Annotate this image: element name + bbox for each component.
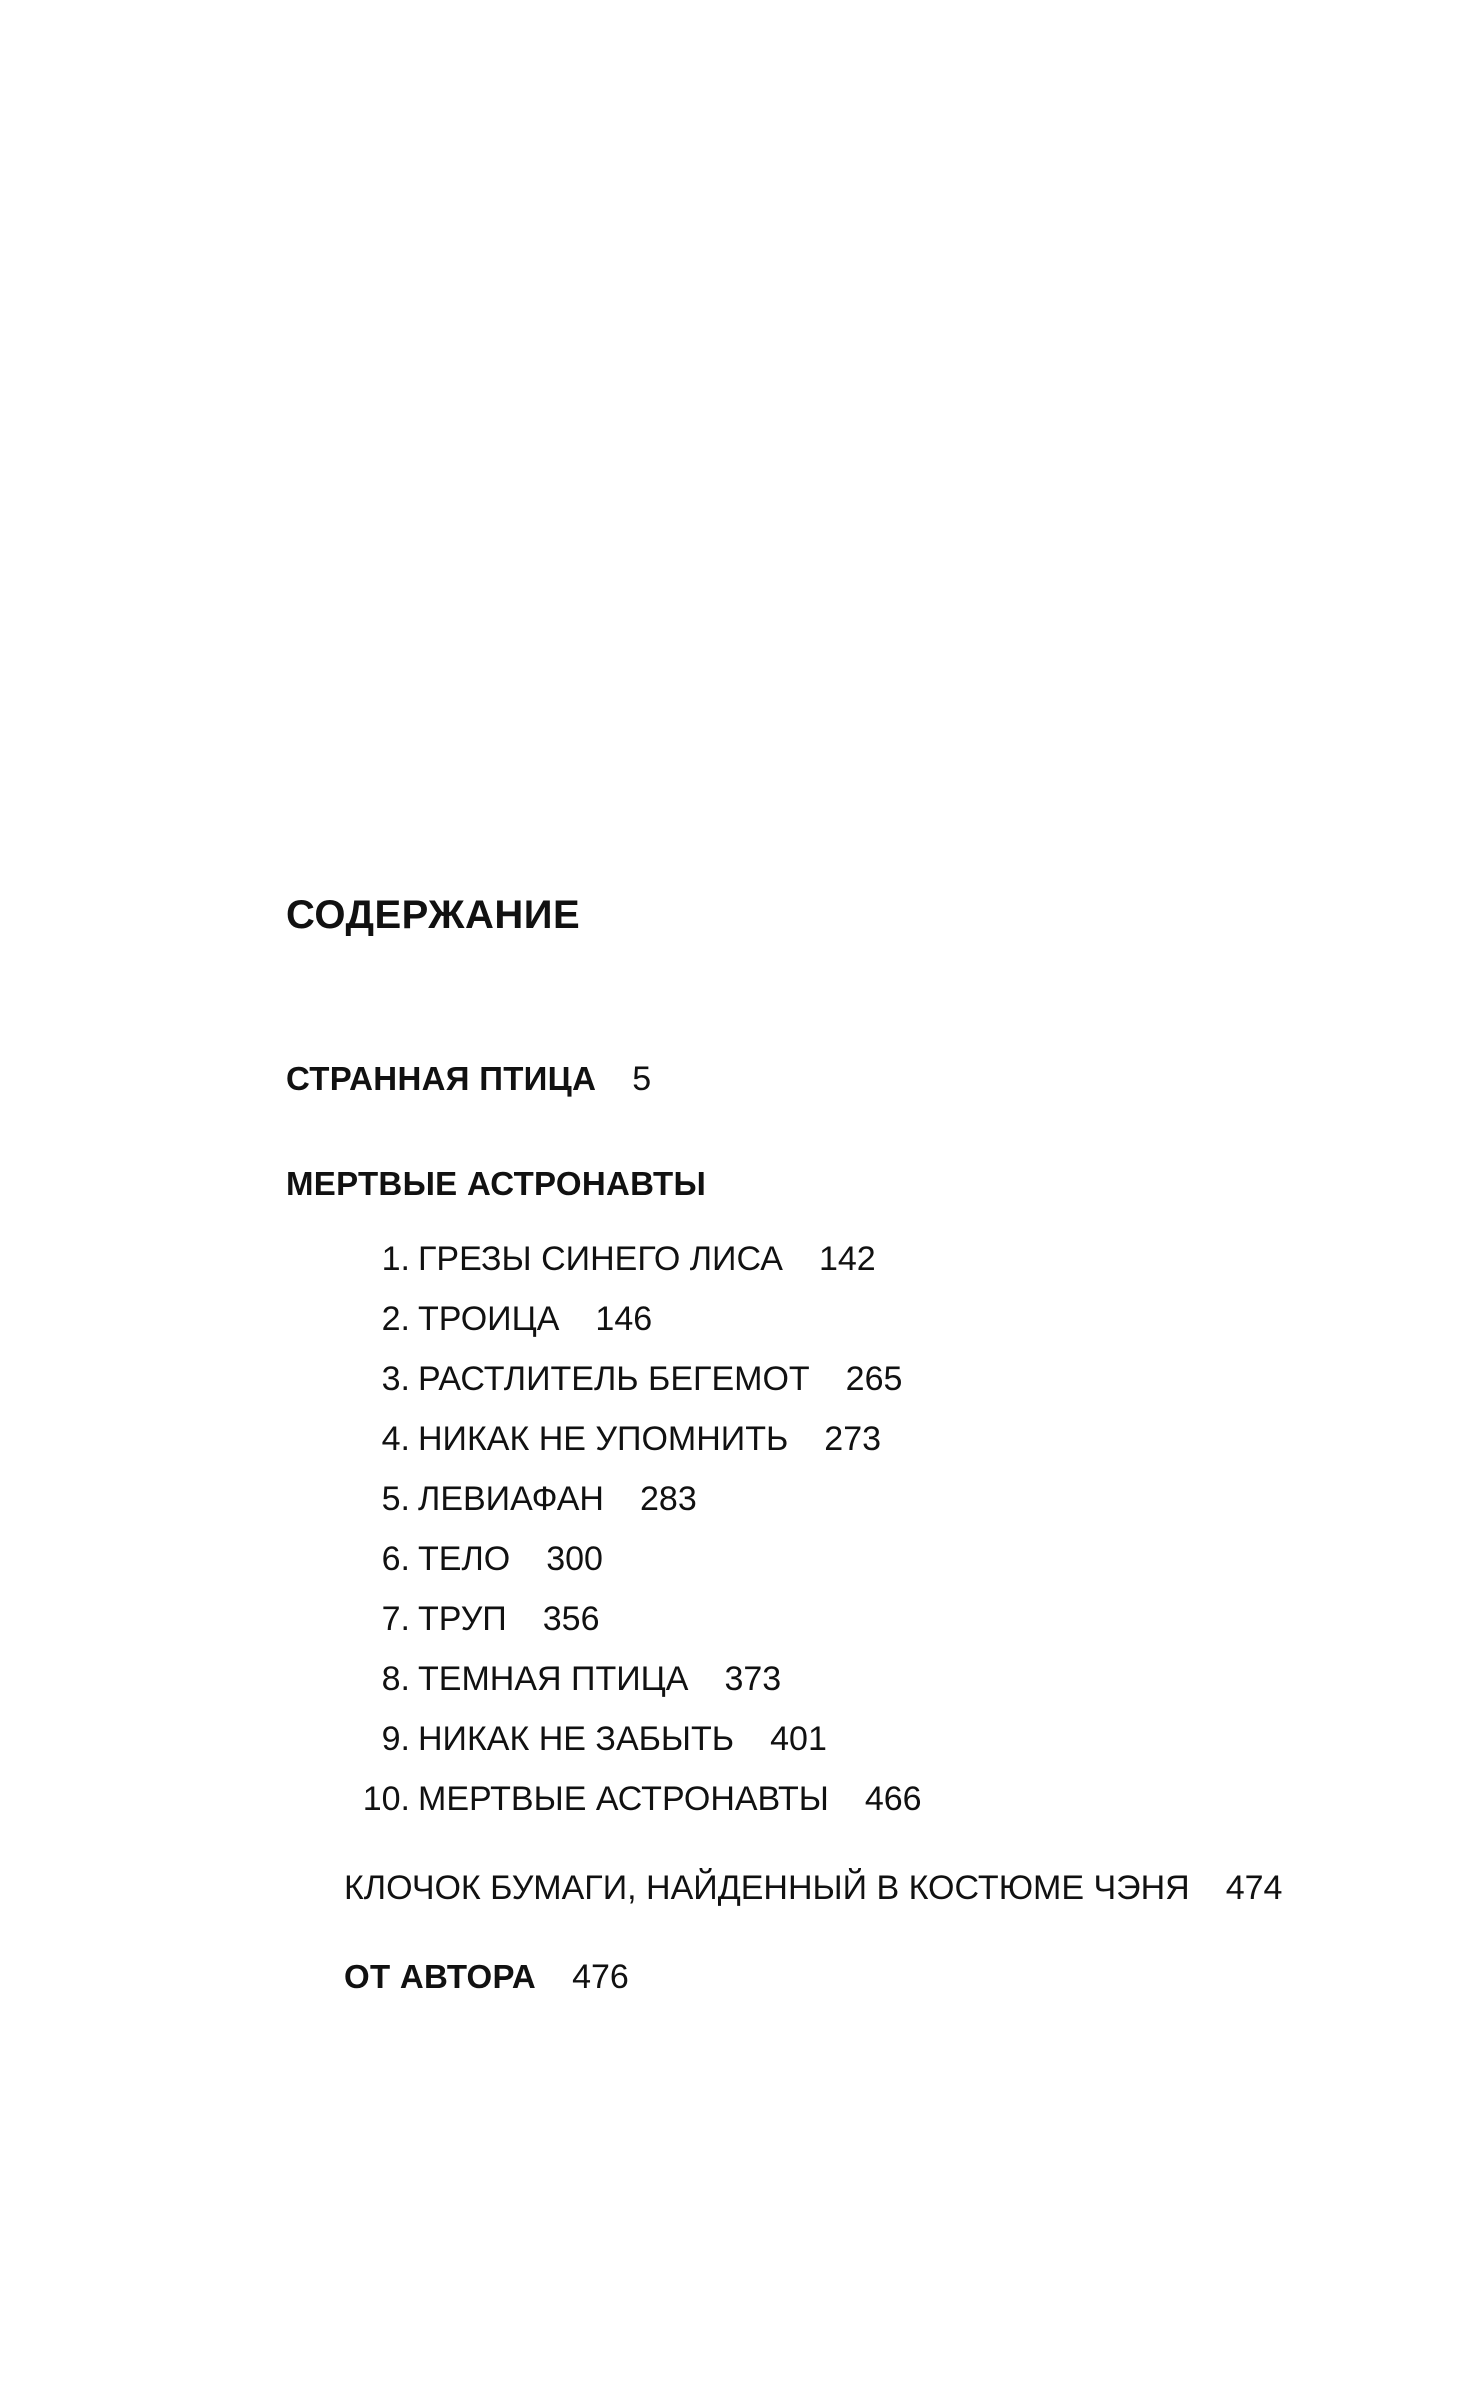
chapter-number: 7. (381, 1600, 410, 1638)
chapter-title: МЕРТВЫЕ АСТРОНАВТЫ (418, 1780, 829, 1818)
chapter-title: ТРОИЦА (418, 1300, 560, 1338)
chapter-item-3[interactable] (340, 1362, 902, 1396)
chapter-number: 9. (381, 1720, 410, 1758)
chapter-item-1[interactable] (340, 1242, 876, 1276)
chapter-item-2[interactable] (340, 1302, 652, 1336)
chapter-item-10[interactable] (340, 1782, 922, 1816)
chapter-item-6[interactable] (340, 1542, 603, 1576)
chapter-title: НИКАК НЕ УПОМНИТЬ (418, 1420, 789, 1458)
chapter-title: ТЕЛО (418, 1540, 511, 1578)
chapter-page: 300 (546, 1540, 603, 1578)
chapter-title: ЛЕВИАФАН (418, 1480, 604, 1518)
afterword-page: 476 (572, 1958, 629, 1996)
appendix-label: КЛОЧОК БУМАГИ, НАЙДЕННЫЙ В КОСТЮМЕ ЧЭНЯ (344, 1869, 1190, 1907)
toc-title: СОДЕРЖАНИЕ (286, 893, 581, 937)
chapter-page: 265 (845, 1360, 903, 1398)
chapter-number: 10. (362, 1780, 410, 1818)
chapter-number: 5. (381, 1480, 410, 1518)
chapter-number: 8. (381, 1660, 410, 1698)
chapter-title: ТРУП (418, 1600, 507, 1638)
toc-entry-appendix[interactable] (344, 1871, 1282, 1905)
chapter-title: ГРЕЗЫ СИНЕГО ЛИСА (418, 1240, 783, 1278)
part1-page: 5 (632, 1060, 652, 1098)
chapter-title: НИКАК НЕ ЗАБЫТЬ (418, 1720, 735, 1758)
chapter-item-7[interactable] (340, 1602, 599, 1636)
toc-entry-part1[interactable] (286, 1062, 651, 1096)
chapter-number: 4. (381, 1420, 410, 1458)
chapter-page: 401 (770, 1720, 827, 1758)
chapter-page: 356 (542, 1600, 600, 1638)
chapter-number: 1. (381, 1240, 410, 1278)
chapter-number: 3. (381, 1360, 410, 1398)
chapter-page: 283 (640, 1480, 697, 1518)
chapter-page: 373 (724, 1660, 782, 1698)
chapter-number: 2. (381, 1300, 410, 1338)
chapter-title: РАСТЛИТЕЛЬ БЕГЕМОТ (418, 1360, 810, 1398)
chapter-page: 466 (864, 1780, 922, 1818)
chapter-page: 273 (824, 1420, 882, 1458)
chapter-item-9[interactable] (340, 1722, 827, 1756)
part1-label: СТРАННАЯ ПТИЦА (286, 1060, 597, 1097)
afterword-label: ОТ АВТОРА (344, 1958, 537, 1995)
chapter-item-8[interactable] (340, 1662, 781, 1696)
part2-label: МЕРТВЫЕ АСТРОНАВТЫ (286, 1165, 707, 1202)
chapter-number: 6. (381, 1540, 410, 1578)
appendix-page: 474 (1225, 1869, 1283, 1907)
toc-entry-part2[interactable] (286, 1167, 706, 1201)
chapter-page: 142 (818, 1240, 876, 1278)
chapter-item-4[interactable] (340, 1422, 881, 1456)
chapter-item-5[interactable] (340, 1482, 697, 1516)
toc-entry-afterword[interactable] (344, 1960, 629, 1994)
chapter-title: ТЕМНАЯ ПТИЦА (418, 1660, 689, 1698)
chapter-page: 146 (595, 1300, 653, 1338)
